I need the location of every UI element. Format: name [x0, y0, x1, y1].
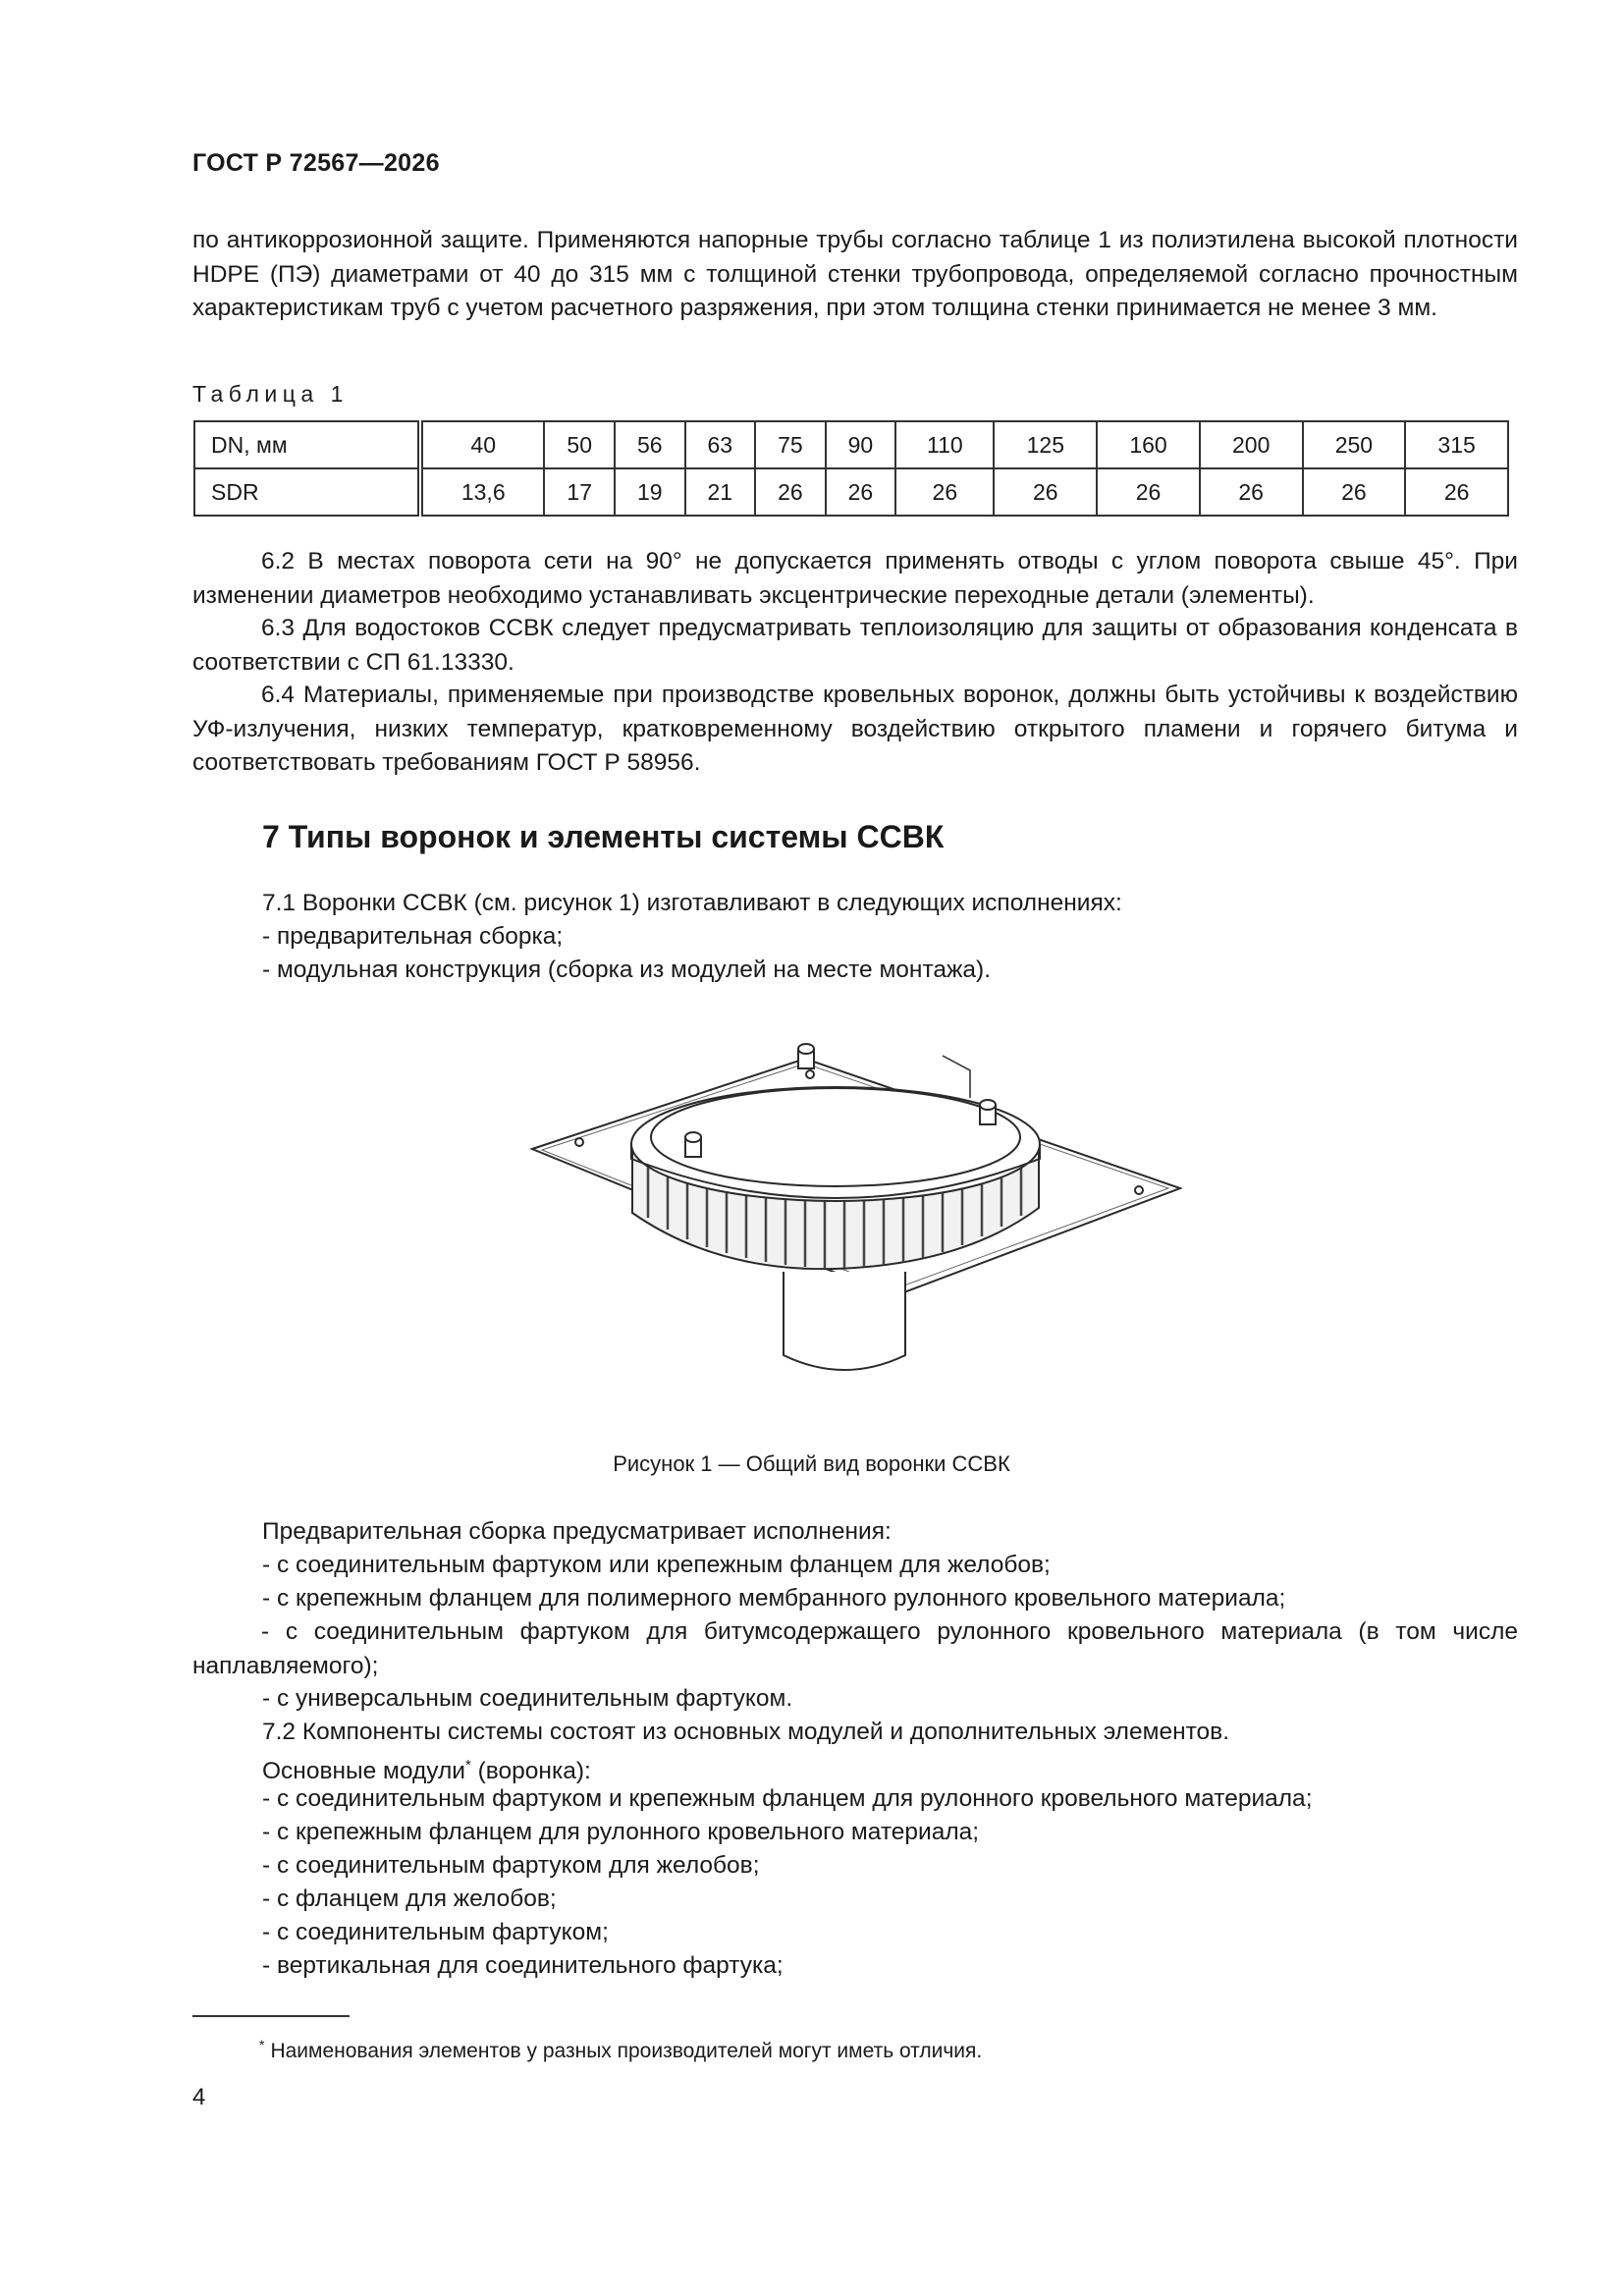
table-cell: 26	[1303, 468, 1406, 516]
table-cell: 26	[895, 468, 994, 516]
table-cell: 40	[420, 421, 544, 468]
main-modules-suffix: (воронка):	[470, 1758, 591, 1785]
cap-bolt	[798, 1044, 814, 1068]
table-cell: 200	[1200, 421, 1303, 468]
clause-6-4: 6.4 Материалы, применяемые при производстве кровельных воронок, должны быть устойчивы к воздействию УФ-излучения, низких температур, кратковременному воздействию открытого пламени и горячего битума и соответствовать требованиям ГОСТ Р 58956.	[192, 682, 1518, 776]
screw-hole	[806, 1070, 814, 1078]
clause-6-3: 6.3 Для водостоков ССВК следует предусматривать теплоизоляцию для защиты от образования конденсата в соответствии с СП 61.13330.	[192, 615, 1518, 676]
screw-hole	[575, 1138, 583, 1146]
table-cell: 26	[994, 468, 1097, 516]
table-cell: 75	[755, 421, 826, 468]
table-cell: 56	[615, 421, 685, 468]
list-item: - с соединительным фартуком для битумсодержащего рулонного кровельного материала (в том числе наплавляемого);	[192, 1618, 1518, 1679]
list-item: - с соединительным фартуком для желобов;	[262, 1852, 760, 1879]
table-cell: 19	[615, 468, 685, 516]
screw-hole	[1135, 1186, 1143, 1194]
table-row-header: DN, мм	[194, 421, 420, 468]
cap-inner-disc	[651, 1088, 1020, 1186]
table-cell: 125	[994, 421, 1097, 468]
table-row-sdr	[194, 468, 1508, 516]
table-cell: 110	[895, 421, 994, 468]
section-7-heading: 7 Типы воронок и элементы системы ССВК	[262, 819, 945, 854]
list-item: - вертикальная для соединительного фартука;	[262, 1952, 784, 1979]
clause-6-2: 6.2 В местах поворота сети на 90° не допускается применять отводы с углом поворота свыше 45°. При изменении диаметров необходимо устанавливать эксцентрические переходные детали (элементы).	[192, 548, 1518, 609]
table-cell: 90	[826, 421, 896, 468]
clause-7-2: 7.2 Компоненты системы состоят из основных модулей и дополнительных элементов.	[262, 1719, 1230, 1745]
table-cell: 315	[1405, 421, 1508, 468]
table-cell: 26	[826, 468, 896, 516]
table-label: Таблица 1	[192, 381, 349, 407]
cap-bolt	[685, 1132, 701, 1157]
list-item: - с крепежным фланцем для полимерного мембранного рулонного кровельного материала;	[262, 1585, 1286, 1612]
footnote	[259, 2037, 982, 2063]
figure-caption: Рисунок 1 — Общий вид воронки ССВК	[613, 1451, 1010, 1476]
list-item: - с соединительным фартуком;	[262, 1919, 609, 1945]
table-cell: 26	[1097, 468, 1200, 516]
footnote-divider	[192, 2015, 350, 2017]
document-header-title: ГОСТ Р 72567—2026	[192, 149, 440, 177]
table-cell: 250	[1303, 421, 1406, 468]
table-cell: 63	[685, 421, 756, 468]
list-item: - с фланцем для желобов;	[262, 1886, 557, 1912]
table-row-header: SDR	[194, 468, 420, 516]
footnote-mark: *	[464, 1757, 471, 1774]
list-item: - модульная конструкция (сборка из модулей на месте монтажа).	[262, 957, 991, 983]
footnote-mark: *	[259, 2037, 265, 2052]
clause-7-1: 7.1 Воронки ССВК (см. рисунок 1) изготавливают в следующих исполнениях:	[262, 890, 1122, 916]
table-cell: 26	[1200, 468, 1303, 516]
table-cell: 21	[685, 468, 756, 516]
roof-drain-illustration	[511, 1011, 1198, 1385]
page-number: 4	[192, 2084, 206, 2110]
pre-assembly-intro: Предварительная сборка предусматривает исполнения:	[262, 1518, 892, 1545]
table-cell: 13,6	[420, 468, 544, 516]
cap-bolt	[980, 1100, 996, 1124]
list-item: - с соединительным фартуком или крепежным фланцем для желобов;	[262, 1552, 1051, 1578]
footnote-text: Наименования элементов у разных производителей могут иметь отличия.	[270, 2040, 983, 2062]
list-item: - с соединительным фартуком и крепежным фланцем для рулонного кровельного материала;	[262, 1785, 1313, 1812]
main-modules-label: Основные модули	[262, 1758, 465, 1785]
drain-pipe	[784, 1272, 905, 1370]
list-item: - с универсальным соединительным фартуком.	[262, 1685, 793, 1712]
intro-paragraph: по антикоррозионной защите. Применяются напорные трубы согласно таблице 1 из полиэтилена высокой плотности HDPE (ПЭ) диаметрами от 40 до 315 мм с толщиной стенки трубопровода, определяемой согласно прочностным характеристикам труб с учетом расчетного разряжения, при этом толщина стенки принимается не менее 3 мм.	[192, 227, 1518, 321]
list-item: - с крепежным фланцем для рулонного кровельного материала;	[262, 1819, 980, 1845]
table-cell: 50	[544, 421, 615, 468]
table-cell: 17	[544, 468, 615, 516]
table-1	[193, 420, 1509, 517]
table-cell: 26	[1405, 468, 1508, 516]
table-cell: 160	[1097, 421, 1200, 468]
table-row-dn	[194, 421, 1508, 468]
list-item: - предварительная сборка;	[262, 923, 564, 950]
table-cell: 26	[755, 468, 826, 516]
